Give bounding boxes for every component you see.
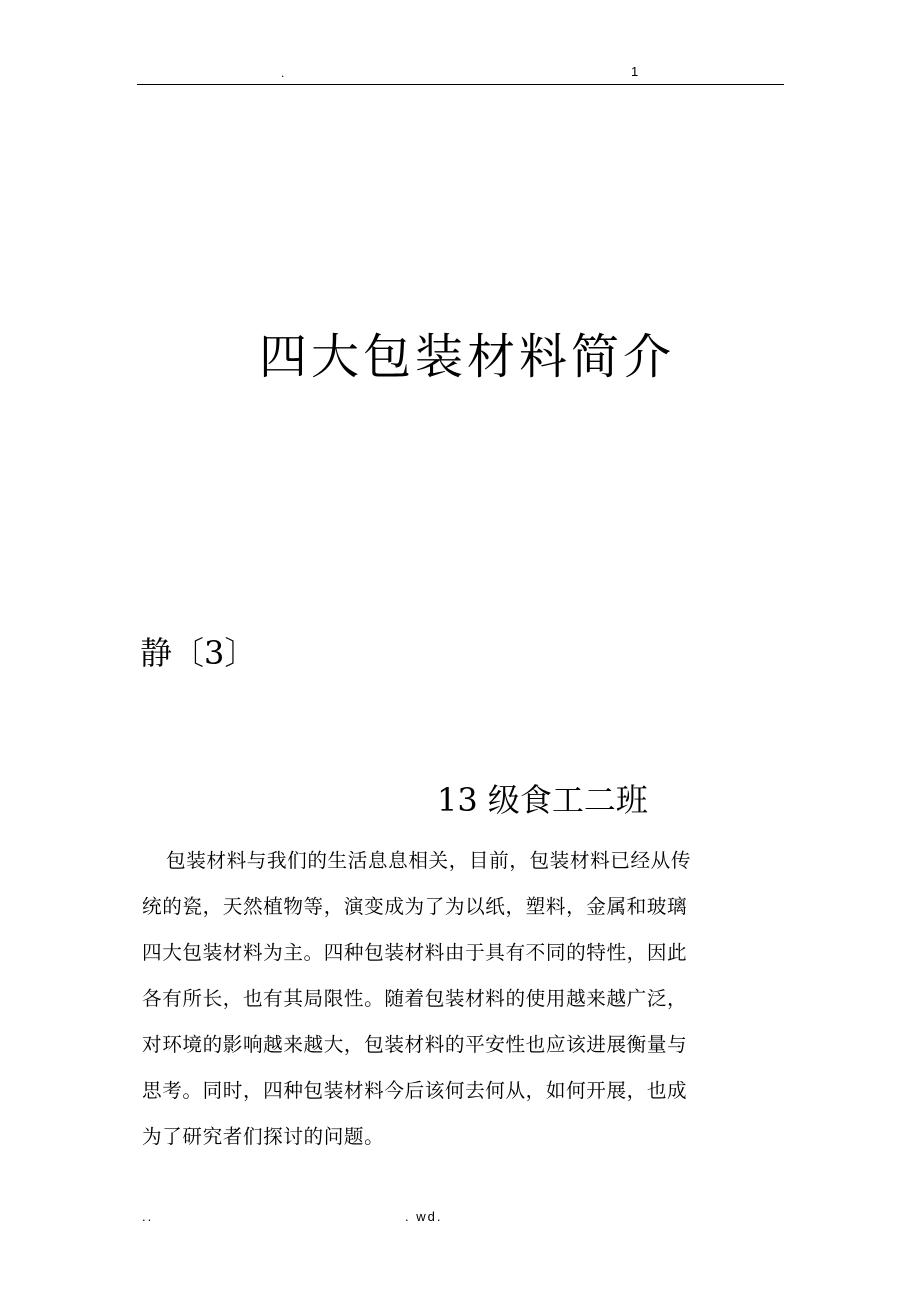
body-line: 包装材料与我们的生活息息相关，目前，包装材料已经从传 (166, 849, 692, 872)
body-line: 对环境的影响越来越大，包装材料的平安性也应该进展衡量与 (142, 1033, 688, 1056)
body-line: 统的瓷，天然植物等，演变成为了为以纸，塑料，金属和玻璃 (142, 895, 688, 918)
header-mark: . (281, 66, 285, 80)
body-line: 思考。同时，四种包装材料今后该何去何从，如何开展，也成 (142, 1079, 688, 1102)
page-number: 1 (631, 64, 639, 79)
footer-watermark: . wd. (405, 1209, 443, 1224)
body-paragraph (142, 838, 782, 1160)
body-line: 各有所长，也有其局限性。随着包装材料的使用越来越广泛， (142, 987, 688, 1010)
body-line: 四大包装材料为主。四种包装材料由于具有不同的特性，因此 (142, 941, 688, 964)
class-name: 13 级食工二班 (437, 781, 648, 819)
document-title: 四大包装材料简介 (258, 329, 675, 385)
body-line: 为了研究者们探讨的问题。 (142, 1125, 385, 1148)
author-name: 静〔3〕 (140, 634, 257, 672)
footer-left-mark: .. (142, 1209, 154, 1224)
header-rule (137, 84, 784, 85)
